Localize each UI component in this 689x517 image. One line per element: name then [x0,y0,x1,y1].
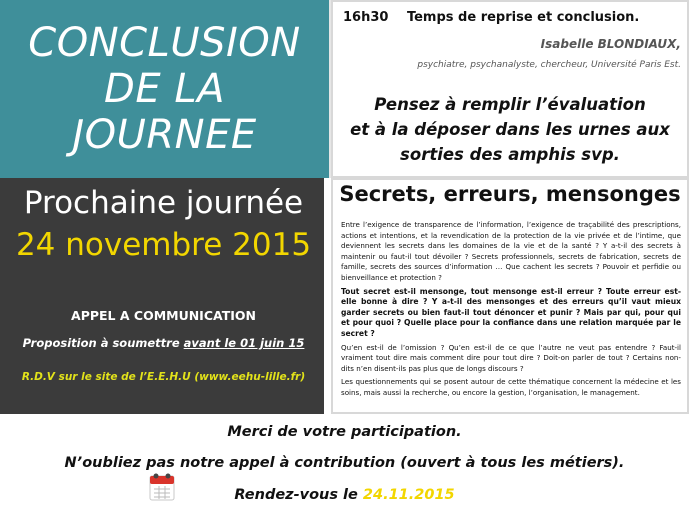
rdv-website[interactable]: R.D.V sur le site de l’E.E.H.U (www.eehu-lille.fr) [21,371,306,383]
article-body [341,220,681,402]
conclusion-title-line-3: JOURNEE [72,112,257,158]
thanks-line: Merci de votre participation. [227,424,462,440]
conclusion-title-block [0,0,331,178]
article-title: Secrets, erreurs, mensonges [339,182,681,206]
article-paragraph-2: Tout secret est-il mensonge, tout mensonge est-il erreur ? Toute erreur est-elle bonne à dire ? Y a-t-il des mensonges et des erreurs qu’il vaut mieux garder secrets ou bien faut-il tout dénoncer et punir ? Mais par qui, pour qui et pour quoi ? Quelle place pour la confiance dans une relation marquée par le secret ? [341,286,681,338]
schedule-box [331,0,689,178]
schedule-row [343,10,639,25]
proposition-prefix: Proposition à soumettre [22,336,180,350]
conclusion-title-line-2: DE LA [104,66,225,112]
proposition-deadline [0,336,327,350]
article-paragraph-4: Les questionnements qui se posent autour de cette thématique concernent la médecine et les soins, mais aussi la recherche, ou encore la gestion, l’organisation, le management. [341,377,681,397]
schedule-time: 16h30 [343,10,389,25]
rendezvous-prefix: Rendez-vous le [234,487,358,503]
article-paragraph-3: Qu’en est-il de l’omission ? Qu’en est-il de ce que l’autre ne veut pas entendre ? Faut-il vraiment tout dire mais comment dire pour tout dire ? Doit-on parler de tout ? Certains non-dits n’en disent-ils pas plus que de longs discours ? [341,342,681,373]
speaker-name: Isabelle BLONDIAUX, [540,37,681,51]
proposition-date: avant le 01 juin 15 [183,336,305,350]
next-event-date: 24 novembre 2015 [15,227,312,263]
calendar-icon [148,470,176,502]
rendezvous-line [0,487,689,503]
next-event-block [0,178,327,414]
footer [0,414,689,517]
call-for-papers: APPEL A COMMUNICATION [71,308,256,323]
evaluation-line-3: sorties des amphis svp. [400,145,620,164]
article-box [331,178,689,414]
evaluation-reminder [333,92,687,167]
conclusion-title-line-1: CONCLUSION [28,20,301,66]
schedule-text: Temps de reprise et conclusion. [406,10,640,25]
speaker-title: psychiatre, psychanalyste, chercheur, Université Paris Est. [417,60,681,70]
next-event-title: Prochaine journée [23,185,304,221]
reminder-line: N’oubliez pas notre appel à contribution (ouvert à tous les métiers). [64,455,625,471]
article-paragraph-1: Entre l’exigence de transparence de l’information, l’exigence de traçabilité des prescriptions, actions et intentions, et la revendication de la protection de la vie privée et de l’intime, que deviennent les secrets dans les domaines de la vie et de la santé ? Y a-t-il des secrets à maintenir ou faut-il tout dévoiler ? Secrets professionnels, secrets de fabrication, secrets de famille, secrets des sources d’information … Que cachent les secrets ? Pouvoir et perfidie ou bienveillance et protection ? [341,220,681,282]
evaluation-line-2: et à la déposer dans les urnes aux [350,120,670,139]
rendezvous-date: 24.11.2015 [362,487,455,503]
evaluation-line-1: Pensez à remplir l’évaluation [374,95,646,114]
